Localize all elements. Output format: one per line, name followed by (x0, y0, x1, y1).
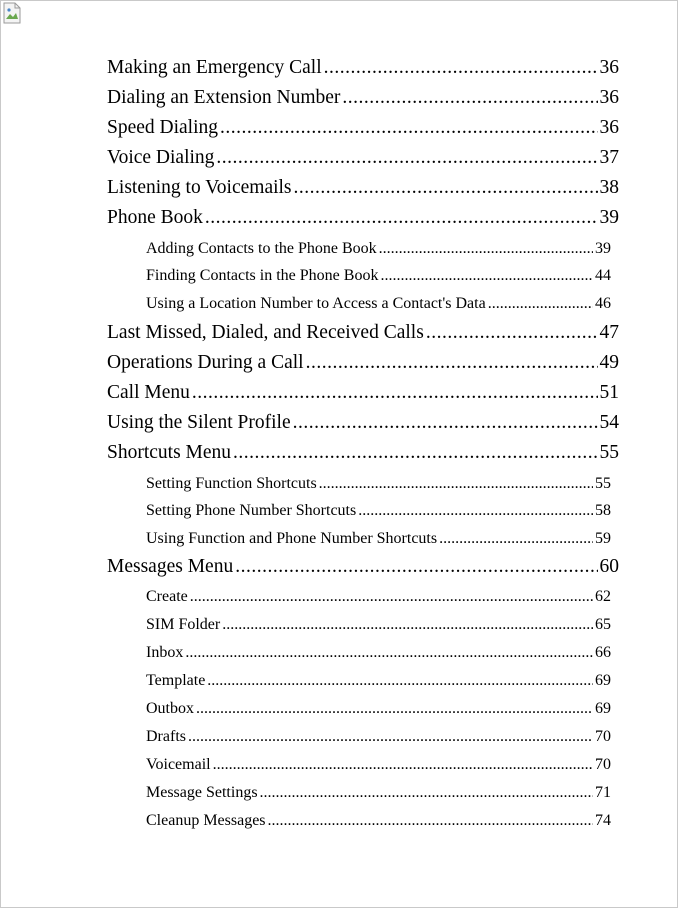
toc-entry-title: Making an Emergency Call (107, 57, 322, 78)
toc-entry-title: Voicemail (146, 756, 211, 773)
toc-leader-dots (192, 382, 598, 404)
toc-entry-title: Setting Function Shortcuts (146, 475, 317, 492)
toc-entry-page: 70 (595, 756, 611, 773)
toc-entry[interactable] (107, 147, 619, 173)
toc-entry-title: Voice Dialing (107, 147, 215, 168)
toc-entry-title: SIM Folder (146, 616, 221, 633)
toc-entry[interactable] (107, 177, 619, 203)
toc-entry-page: 44 (595, 267, 611, 284)
toc-entry[interactable] (146, 295, 611, 317)
toc-leader-dots (293, 412, 598, 434)
toc-entry-title: Listening to Voicemails (107, 177, 292, 198)
toc-entry-page: 69 (595, 672, 611, 689)
toc-entry-title: Cleanup Messages (146, 812, 266, 829)
toc-leader-dots (306, 352, 598, 374)
toc-leader-dots (488, 295, 593, 313)
toc-leader-dots (213, 756, 593, 774)
toc-entry-page: 38 (599, 177, 619, 198)
toc-leader-dots (216, 147, 597, 169)
toc-entry-page: 54 (599, 412, 619, 433)
toc-leader-dots (342, 87, 597, 109)
toc-entry-title: Using the Silent Profile (107, 412, 291, 433)
toc-entry-title: Call Menu (107, 382, 190, 403)
toc-entry-page: 71 (595, 784, 611, 801)
toc-leader-dots (235, 556, 597, 578)
toc-leader-dots (319, 475, 593, 493)
toc-entry-page: 69 (595, 700, 611, 717)
toc-leader-dots (205, 207, 598, 229)
toc-leader-dots (222, 616, 593, 634)
toc-entry[interactable] (146, 267, 611, 289)
toc-entry[interactable] (146, 240, 611, 262)
toc-entry-page: 46 (595, 295, 611, 312)
toc-leader-dots (379, 240, 593, 258)
toc-entry[interactable] (107, 322, 619, 348)
toc-entry-title: Using Function and Phone Number Shortcuts (146, 530, 438, 547)
toc-entry-page: 60 (599, 556, 619, 577)
toc-entry-title: Operations During a Call (107, 352, 304, 373)
toc-entry-title: Finding Contacts in the Phone Book (146, 267, 379, 284)
toc-entry-page: 62 (595, 588, 611, 605)
toc-entry[interactable] (146, 644, 611, 666)
toc-entry-page: 55 (595, 475, 611, 492)
toc-entry-page: 51 (599, 382, 619, 403)
toc-leader-dots (196, 700, 593, 718)
toc-leader-dots (268, 812, 593, 830)
toc-entry-page: 37 (599, 147, 619, 168)
toc-entry-page: 39 (599, 207, 619, 228)
toc-entry[interactable] (107, 57, 619, 83)
toc-entry-page: 36 (599, 57, 619, 78)
toc-leader-dots (380, 267, 593, 285)
toc-entry-title: Create (146, 588, 188, 605)
toc-entry[interactable] (146, 756, 611, 778)
toc-entry-title: Adding Contacts to the Phone Book (146, 240, 377, 257)
toc-entry-page: 66 (595, 644, 611, 661)
toc-leader-dots (358, 502, 593, 520)
toc-leader-dots (426, 322, 598, 344)
toc-entry-page: 39 (595, 240, 611, 257)
toc-entry-title: Message Settings (146, 784, 258, 801)
toc-entry[interactable] (146, 728, 611, 750)
toc-entry[interactable] (146, 672, 611, 694)
toc-leader-dots (185, 644, 593, 662)
toc-entry[interactable] (146, 588, 611, 610)
toc-leader-dots (190, 588, 593, 606)
toc-entry[interactable] (107, 352, 619, 378)
toc-entry[interactable] (146, 812, 611, 834)
toc-entry-page: 47 (599, 322, 619, 343)
toc-entry-title: Setting Phone Number Shortcuts (146, 502, 357, 519)
toc-entry-page: 58 (595, 502, 611, 519)
toc-entry-title: Shortcuts Menu (107, 442, 232, 463)
toc-entry[interactable] (107, 117, 619, 143)
toc-entry-title: Using a Location Number to Access a Contact's Data (146, 295, 486, 312)
toc-leader-dots (439, 530, 593, 548)
toc-leader-dots (220, 117, 597, 139)
toc-entry-page: 55 (599, 442, 619, 463)
toc-entry[interactable] (146, 475, 611, 497)
toc-entry[interactable] (146, 530, 611, 552)
toc-entry[interactable] (146, 502, 611, 524)
toc-entry-title: Last Missed, Dialed, and Received Calls (107, 322, 424, 343)
toc-entry-page: 49 (599, 352, 619, 373)
toc-entry-page: 65 (595, 616, 611, 633)
toc-leader-dots (188, 728, 593, 746)
toc-entry[interactable] (107, 556, 619, 582)
toc-entry[interactable] (107, 442, 619, 468)
toc-entry-title: Inbox (146, 644, 184, 661)
toc-entry-title: Drafts (146, 728, 186, 745)
toc-entry[interactable] (107, 87, 619, 113)
toc-entry-title: Template (146, 672, 206, 689)
toc-entry[interactable] (107, 412, 619, 438)
toc-leader-dots (260, 784, 593, 802)
toc-entry-page: 36 (599, 87, 619, 108)
toc-entry-title: Messages Menu (107, 556, 234, 577)
toc-leader-dots (324, 57, 598, 79)
toc-entry[interactable] (146, 784, 611, 806)
toc-entry-page: 70 (595, 728, 611, 745)
toc-entry-page: 36 (599, 117, 619, 138)
toc-entry-title: Speed Dialing (107, 117, 219, 138)
toc-entry-title: Dialing an Extension Number (107, 87, 341, 108)
toc-entry-page: 59 (595, 530, 611, 547)
toc-entry[interactable] (146, 700, 611, 722)
toc-leader-dots (233, 442, 597, 464)
toc-entry[interactable] (146, 616, 611, 638)
toc-entry[interactable] (107, 382, 619, 408)
toc-leader-dots (294, 177, 598, 199)
toc-entry-page: 74 (595, 812, 611, 829)
toc-entry-title: Phone Book (107, 207, 203, 228)
toc-entry-title: Outbox (146, 700, 194, 717)
toc-entry[interactable] (107, 207, 619, 233)
toc-leader-dots (207, 672, 593, 690)
